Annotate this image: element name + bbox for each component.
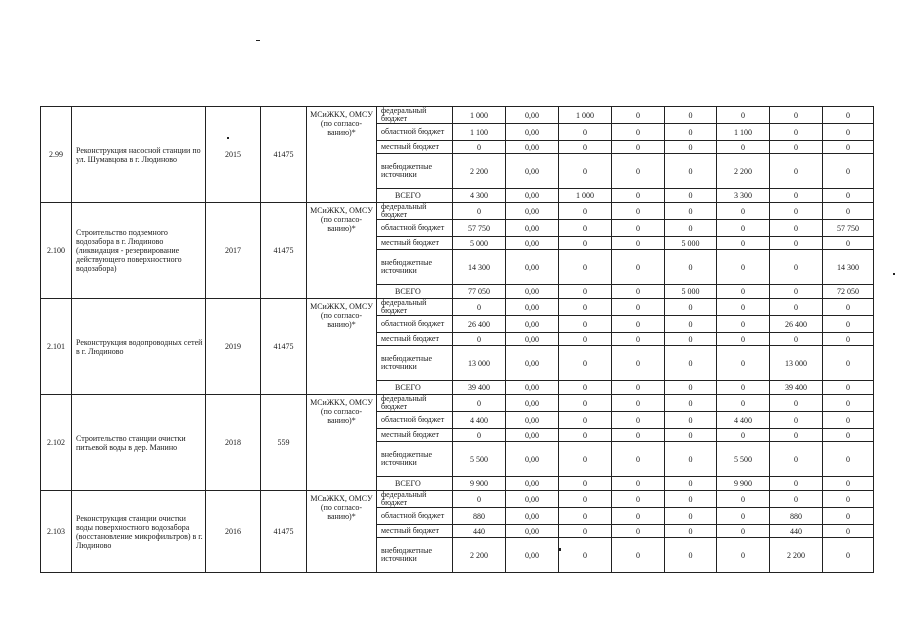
- amount-year-2: 0: [612, 107, 665, 124]
- amount-year-2: 0: [612, 412, 665, 429]
- amount-year-2: 0: [612, 429, 665, 442]
- project-number: 2.102: [41, 395, 72, 491]
- total-amount: 0: [453, 491, 506, 508]
- total-amount: 0: [453, 395, 506, 412]
- project-name: Строительство станции очистки питьевой воды в дер. Манино: [72, 395, 206, 491]
- amount-year-4: 0: [717, 381, 770, 395]
- amount-year-3: 0: [665, 189, 717, 203]
- amount-year-1: 0: [559, 124, 612, 141]
- funding-source: областной бюджет: [377, 124, 453, 141]
- amount-year-4: 0: [717, 316, 770, 333]
- funding-source: областной бюджет: [377, 220, 453, 237]
- amount-year-4: 0: [717, 250, 770, 285]
- amount-year-3: 0: [665, 412, 717, 429]
- project-name: Реконструкция водопроводных сетей в г. Людиново: [72, 299, 206, 395]
- amount-year-2: 0: [612, 491, 665, 508]
- amount-year-5: 0: [770, 141, 823, 154]
- total-amount: 0: [453, 141, 506, 154]
- project-name: Реконструкция станции очистки воды поверхностного водозабора (восстановление микрофильтров) в г. Людиново: [72, 491, 206, 573]
- project-year: 2016: [206, 491, 261, 573]
- project-code: 41475: [261, 203, 307, 299]
- amount-before: 0,00: [506, 508, 559, 525]
- total-label: ВСЕГО: [377, 477, 453, 491]
- amount-year-4: 0: [717, 107, 770, 124]
- amount-year-2: 0: [612, 141, 665, 154]
- amount-year-2: 0: [612, 395, 665, 412]
- amount-year-1: 0: [559, 477, 612, 491]
- amount-year-2: 0: [612, 154, 665, 189]
- amount-year-5: 0: [770, 299, 823, 316]
- amount-year-4: 0: [717, 237, 770, 250]
- amount-year-6: 0: [823, 429, 874, 442]
- amount-year-3: 0: [665, 508, 717, 525]
- amount-year-2: 0: [612, 525, 665, 538]
- amount-year-3: 0: [665, 333, 717, 346]
- amount-year-3: 0: [665, 538, 717, 573]
- amount-year-1: 1 000: [559, 107, 612, 124]
- amount-year-4: 0: [717, 538, 770, 573]
- amount-year-2: 0: [612, 508, 665, 525]
- amount-year-1: 0: [559, 429, 612, 442]
- amount-year-1: 0: [559, 381, 612, 395]
- amount-year-5: 0: [770, 395, 823, 412]
- funding-source: местный бюджет: [377, 429, 453, 442]
- amount-year-6: 0: [823, 395, 874, 412]
- amount-year-2: 0: [612, 442, 665, 477]
- project-year: 2015: [206, 107, 261, 203]
- amount-year-4: 0: [717, 395, 770, 412]
- amount-before: 0,00: [506, 395, 559, 412]
- amount-before: 0,00: [506, 220, 559, 237]
- table-row: [41, 299, 874, 316]
- amount-year-2: 0: [612, 333, 665, 346]
- amount-year-5: 0: [770, 477, 823, 491]
- amount-year-5: 0: [770, 285, 823, 299]
- total-amount: 2 200: [453, 538, 506, 573]
- amount-before: 0,00: [506, 412, 559, 429]
- amount-year-1: 0: [559, 412, 612, 429]
- funding-source: внебюджетные источники: [377, 154, 453, 189]
- amount-year-3: 0: [665, 220, 717, 237]
- funding-source: местный бюджет: [377, 333, 453, 346]
- amount-year-5: 0: [770, 429, 823, 442]
- amount-year-6: 0: [823, 477, 874, 491]
- amount-year-1: 0: [559, 508, 612, 525]
- amount-year-2: 0: [612, 203, 665, 220]
- amount-year-6: 0: [823, 491, 874, 508]
- amount-year-6: 0: [823, 299, 874, 316]
- amount-year-3: 0: [665, 154, 717, 189]
- amount-year-1: 0: [559, 525, 612, 538]
- amount-before: 0,00: [506, 333, 559, 346]
- funding-source: областной бюджет: [377, 508, 453, 525]
- amount-before: 0,00: [506, 237, 559, 250]
- amount-year-3: 0: [665, 299, 717, 316]
- project-year: 2018: [206, 395, 261, 491]
- amount-year-2: 0: [612, 538, 665, 573]
- responsible-party: МСиЖКХ, ОМСУ (по согласо-ванию)*: [307, 107, 377, 203]
- amount-year-2: 0: [612, 299, 665, 316]
- amount-year-1: 0: [559, 203, 612, 220]
- amount-before: 0,00: [506, 285, 559, 299]
- amount-year-2: 0: [612, 477, 665, 491]
- project-year: 2017: [206, 203, 261, 299]
- amount-year-6: 0: [823, 141, 874, 154]
- total-label: ВСЕГО: [377, 285, 453, 299]
- amount-year-3: 0: [665, 141, 717, 154]
- funding-source: внебюджетные источники: [377, 538, 453, 573]
- table-row: [41, 491, 874, 508]
- amount-year-5: 2 200: [770, 538, 823, 573]
- amount-year-4: 0: [717, 429, 770, 442]
- amount-year-1: 0: [559, 237, 612, 250]
- amount-before: 0,00: [506, 154, 559, 189]
- amount-year-6: 0: [823, 154, 874, 189]
- amount-before: 0,00: [506, 124, 559, 141]
- amount-year-6: 0: [823, 189, 874, 203]
- amount-year-1: 0: [559, 316, 612, 333]
- amount-year-3: 0: [665, 477, 717, 491]
- responsible-party: МСиЖКХ, ОМСУ (по согласо-ванию)*: [307, 203, 377, 299]
- project-code: 41475: [261, 107, 307, 203]
- total-amount: 5 500: [453, 442, 506, 477]
- amount-year-4: 3 300: [717, 189, 770, 203]
- amount-before: 0,00: [506, 477, 559, 491]
- amount-year-2: 0: [612, 381, 665, 395]
- amount-year-2: 0: [612, 316, 665, 333]
- amount-year-6: 0: [823, 538, 874, 573]
- amount-year-4: 0: [717, 285, 770, 299]
- amount-year-3: 0: [665, 250, 717, 285]
- amount-year-2: 0: [612, 346, 665, 381]
- scan-speck: [893, 273, 895, 275]
- amount-year-1: 0: [559, 285, 612, 299]
- amount-year-5: 0: [770, 203, 823, 220]
- total-amount: 9 900: [453, 477, 506, 491]
- total-amount: 0: [453, 333, 506, 346]
- total-amount: 14 300: [453, 250, 506, 285]
- amount-before: 0,00: [506, 525, 559, 538]
- amount-before: 0,00: [506, 250, 559, 285]
- project-number: 2.100: [41, 203, 72, 299]
- funding-source: местный бюджет: [377, 141, 453, 154]
- amount-year-2: 0: [612, 250, 665, 285]
- amount-year-6: 57 750: [823, 220, 874, 237]
- funding-source: федеральный бюджет: [377, 107, 453, 124]
- amount-year-6: 14 300: [823, 250, 874, 285]
- funding-source: федеральный бюджет: [377, 203, 453, 220]
- amount-before: 0,00: [506, 442, 559, 477]
- project-number: 2.99: [41, 107, 72, 203]
- amount-year-6: 0: [823, 237, 874, 250]
- amount-year-5: 0: [770, 250, 823, 285]
- amount-year-5: 0: [770, 124, 823, 141]
- amount-year-1: 1 000: [559, 189, 612, 203]
- funding-source: федеральный бюджет: [377, 395, 453, 412]
- project-code: 559: [261, 395, 307, 491]
- amount-year-4: 0: [717, 203, 770, 220]
- amount-year-4: 2 200: [717, 154, 770, 189]
- amount-year-4: 4 400: [717, 412, 770, 429]
- amount-year-2: 0: [612, 124, 665, 141]
- amount-year-5: 0: [770, 220, 823, 237]
- investment-projects-table: [40, 106, 874, 573]
- total-amount: 1 000: [453, 107, 506, 124]
- amount-year-5: 13 000: [770, 346, 823, 381]
- total-amount: 26 400: [453, 316, 506, 333]
- amount-year-5: 440: [770, 525, 823, 538]
- funding-source: внебюджетные источники: [377, 346, 453, 381]
- amount-year-1: 0: [559, 538, 612, 573]
- amount-year-6: 0: [823, 508, 874, 525]
- amount-year-6: 0: [823, 442, 874, 477]
- amount-year-1: 0: [559, 299, 612, 316]
- amount-year-3: 0: [665, 346, 717, 381]
- funding-source: внебюджетные источники: [377, 442, 453, 477]
- amount-year-6: 0: [823, 124, 874, 141]
- funding-source: внебюджетные источники: [377, 250, 453, 285]
- amount-year-4: 0: [717, 525, 770, 538]
- total-amount: 880: [453, 508, 506, 525]
- amount-year-3: 0: [665, 491, 717, 508]
- amount-year-5: 0: [770, 491, 823, 508]
- total-label: ВСЕГО: [377, 381, 453, 395]
- amount-before: 0,00: [506, 203, 559, 220]
- amount-year-2: 0: [612, 237, 665, 250]
- amount-year-4: 0: [717, 508, 770, 525]
- table-row: [41, 107, 874, 124]
- amount-year-4: 9 900: [717, 477, 770, 491]
- amount-year-1: 0: [559, 442, 612, 477]
- amount-year-4: 0: [717, 346, 770, 381]
- amount-year-6: 0: [823, 316, 874, 333]
- amount-year-4: 0: [717, 491, 770, 508]
- funding-source: местный бюджет: [377, 525, 453, 538]
- amount-year-3: 0: [665, 429, 717, 442]
- amount-year-5: 0: [770, 189, 823, 203]
- amount-year-5: 0: [770, 154, 823, 189]
- amount-year-4: 0: [717, 333, 770, 346]
- funding-source: федеральный бюджет: [377, 299, 453, 316]
- total-amount: 0: [453, 429, 506, 442]
- scan-speck: [256, 40, 260, 41]
- amount-year-5: 0: [770, 333, 823, 346]
- amount-year-5: 0: [770, 237, 823, 250]
- project-number: 2.103: [41, 491, 72, 573]
- amount-before: 0,00: [506, 141, 559, 154]
- amount-before: 0,00: [506, 346, 559, 381]
- table-row: [41, 203, 874, 220]
- amount-year-3: 5 000: [665, 237, 717, 250]
- project-name: Строительство подземного водозабора в г. Людиново (ликвидация - резервирование действующего поверхностного водозабора): [72, 203, 206, 299]
- amount-year-1: 0: [559, 220, 612, 237]
- total-amount: 440: [453, 525, 506, 538]
- funding-source: областной бюджет: [377, 316, 453, 333]
- amount-year-4: 0: [717, 299, 770, 316]
- funding-source: местный бюджет: [377, 237, 453, 250]
- amount-year-5: 0: [770, 412, 823, 429]
- amount-year-3: 0: [665, 124, 717, 141]
- total-amount: 0: [453, 203, 506, 220]
- project-code: 41475: [261, 299, 307, 395]
- amount-year-3: 0: [665, 442, 717, 477]
- funding-source: федеральный бюджет: [377, 491, 453, 508]
- total-amount: 4 400: [453, 412, 506, 429]
- amount-year-4: 0: [717, 141, 770, 154]
- amount-year-3: 0: [665, 203, 717, 220]
- amount-year-5: 880: [770, 508, 823, 525]
- amount-before: 0,00: [506, 316, 559, 333]
- total-amount: 13 000: [453, 346, 506, 381]
- amount-before: 0,00: [506, 189, 559, 203]
- amount-year-6: 0: [823, 107, 874, 124]
- table-row: [41, 395, 874, 412]
- amount-before: 0,00: [506, 381, 559, 395]
- total-amount: 4 300: [453, 189, 506, 203]
- amount-year-4: 0: [717, 220, 770, 237]
- amount-year-3: 5 000: [665, 285, 717, 299]
- amount-year-6: 0: [823, 412, 874, 429]
- total-label: ВСЕГО: [377, 189, 453, 203]
- amount-year-5: 0: [770, 107, 823, 124]
- total-amount: 0: [453, 299, 506, 316]
- amount-year-3: 0: [665, 316, 717, 333]
- amount-year-1: 0: [559, 333, 612, 346]
- amount-before: 0,00: [506, 107, 559, 124]
- project-year: 2019: [206, 299, 261, 395]
- amount-year-6: 0: [823, 346, 874, 381]
- amount-year-2: 0: [612, 189, 665, 203]
- amount-year-3: 0: [665, 395, 717, 412]
- responsible-party: МСиЖКХ, ОМСУ (по согласо-ванию)*: [307, 395, 377, 491]
- responsible-party: МСиЖКХ, ОМСУ (по согласо-ванию)*: [307, 299, 377, 395]
- amount-year-1: 0: [559, 250, 612, 285]
- amount-year-6: 0: [823, 525, 874, 538]
- amount-before: 0,00: [506, 491, 559, 508]
- total-amount: 1 100: [453, 124, 506, 141]
- amount-year-4: 5 500: [717, 442, 770, 477]
- amount-year-6: 0: [823, 203, 874, 220]
- total-amount: 39 400: [453, 381, 506, 395]
- amount-year-1: 0: [559, 491, 612, 508]
- amount-year-3: 0: [665, 381, 717, 395]
- amount-year-3: 0: [665, 525, 717, 538]
- amount-year-1: 0: [559, 141, 612, 154]
- project-number: 2.101: [41, 299, 72, 395]
- project-code: 41475: [261, 491, 307, 573]
- amount-year-6: 0: [823, 381, 874, 395]
- amount-year-1: 0: [559, 346, 612, 381]
- amount-year-6: 72 050: [823, 285, 874, 299]
- amount-year-1: 0: [559, 395, 612, 412]
- amount-year-1: 0: [559, 154, 612, 189]
- total-amount: 77 050: [453, 285, 506, 299]
- total-amount: 57 750: [453, 220, 506, 237]
- total-amount: 2 200: [453, 154, 506, 189]
- amount-year-3: 0: [665, 107, 717, 124]
- amount-year-4: 1 100: [717, 124, 770, 141]
- total-amount: 5 000: [453, 237, 506, 250]
- amount-year-5: 26 400: [770, 316, 823, 333]
- amount-before: 0,00: [506, 538, 559, 573]
- funding-source: областной бюджет: [377, 412, 453, 429]
- amount-year-6: 0: [823, 333, 874, 346]
- amount-before: 0,00: [506, 429, 559, 442]
- amount-year-5: 0: [770, 442, 823, 477]
- amount-before: 0,00: [506, 299, 559, 316]
- responsible-party: МСвЖКХ, ОМСУ (по согласо-ванию)*: [307, 491, 377, 573]
- amount-year-5: 39 400: [770, 381, 823, 395]
- amount-year-2: 0: [612, 220, 665, 237]
- amount-year-2: 0: [612, 285, 665, 299]
- project-name: Реконструкция насосной станции по ул. Шумавцова в г. Людиново: [72, 107, 206, 203]
